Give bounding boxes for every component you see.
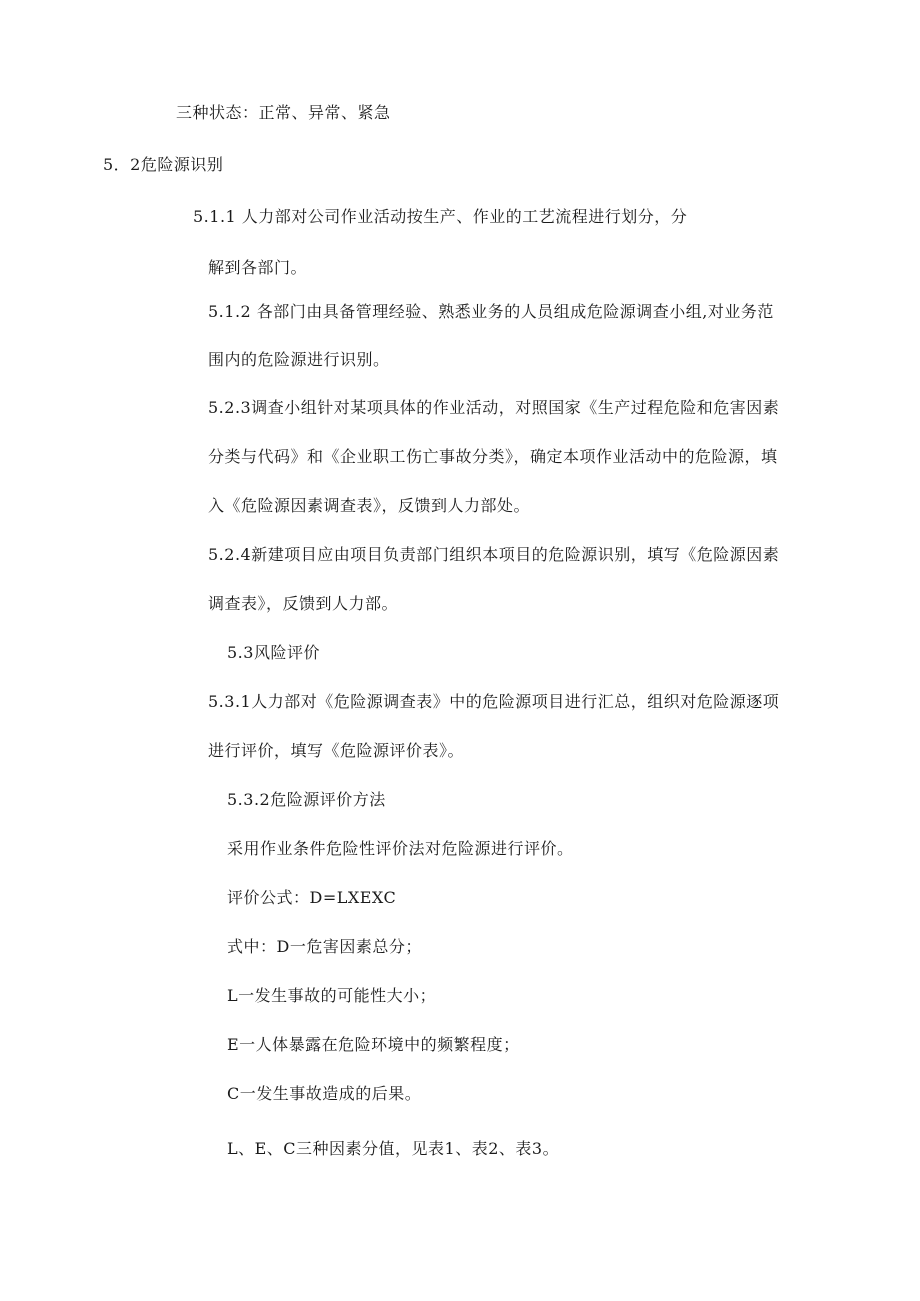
text-line-5-2-3: 5.2.3调查小组针对某项具体的作业活动，对照国家《生产过程危险和危害因素 — [208, 398, 780, 417]
text-line-5-3-1: 5.3.1人力部对《危险源调查表》中的危险源项目进行汇总，组织对危险源逐项 — [208, 692, 780, 711]
text-line-def-d: 式中：D一危害因素总分； — [227, 937, 422, 956]
text-line-tables-ref: L、E、C三种因素分值，见表1、表2、表3。 — [227, 1139, 560, 1158]
text-line-5-1-2-cont: 围内的危险源进行识别。 — [208, 350, 390, 369]
text-line-5-1-1-cont: 解到各部门。 — [208, 258, 308, 277]
text-line-states: 三种状态：正常、异常、紧急 — [176, 103, 391, 122]
text-line-5-2-3-cont1: 分类与代码》和《企业职工伤亡事故分类》，确定本项作业活动中的危险源，填 — [208, 447, 778, 466]
text-line-def-e: E一人体暴露在危险环境中的频繁程度； — [227, 1035, 520, 1054]
text-line-5-2-4-cont: 调查表》，反馈到人力部。 — [208, 594, 399, 613]
text-line-5-3-1-cont: 进行评价，填写《危险源评价表》。 — [208, 741, 465, 760]
heading-5-3: 5.3风险评价 — [227, 643, 320, 662]
text-line-def-c: C一发生事故造成的后果。 — [227, 1084, 422, 1103]
text-line-5-2-3-cont2: 入《危险源因素调查表》，反馈到人力部处。 — [208, 496, 531, 515]
text-line-5-2-4: 5.2.4新建项目应由项目负责部门组织本项目的危险源识别，填写《危险源因素 — [208, 545, 780, 564]
text-line-method: 采用作业条件危险性评价法对危险源进行评价。 — [227, 839, 574, 858]
heading-5-2: 5．2危险源识别 — [103, 155, 224, 174]
text-line-formula: 评价公式：D=LXEXC — [227, 888, 397, 907]
text-line-def-l: L一发生事故的可能性大小； — [227, 986, 437, 1005]
heading-5-3-2: 5.3.2危险源评价方法 — [227, 790, 386, 809]
text-line-5-1-1: 5.1.1 人力部对公司作业活动按生产、作业的工艺流程进行划分，分 — [193, 207, 688, 226]
text-line-5-1-2: 5.1.2 各部门由具备管理经验、熟悉业务的人员组成危险源调查小组,对业务范 — [208, 302, 774, 321]
